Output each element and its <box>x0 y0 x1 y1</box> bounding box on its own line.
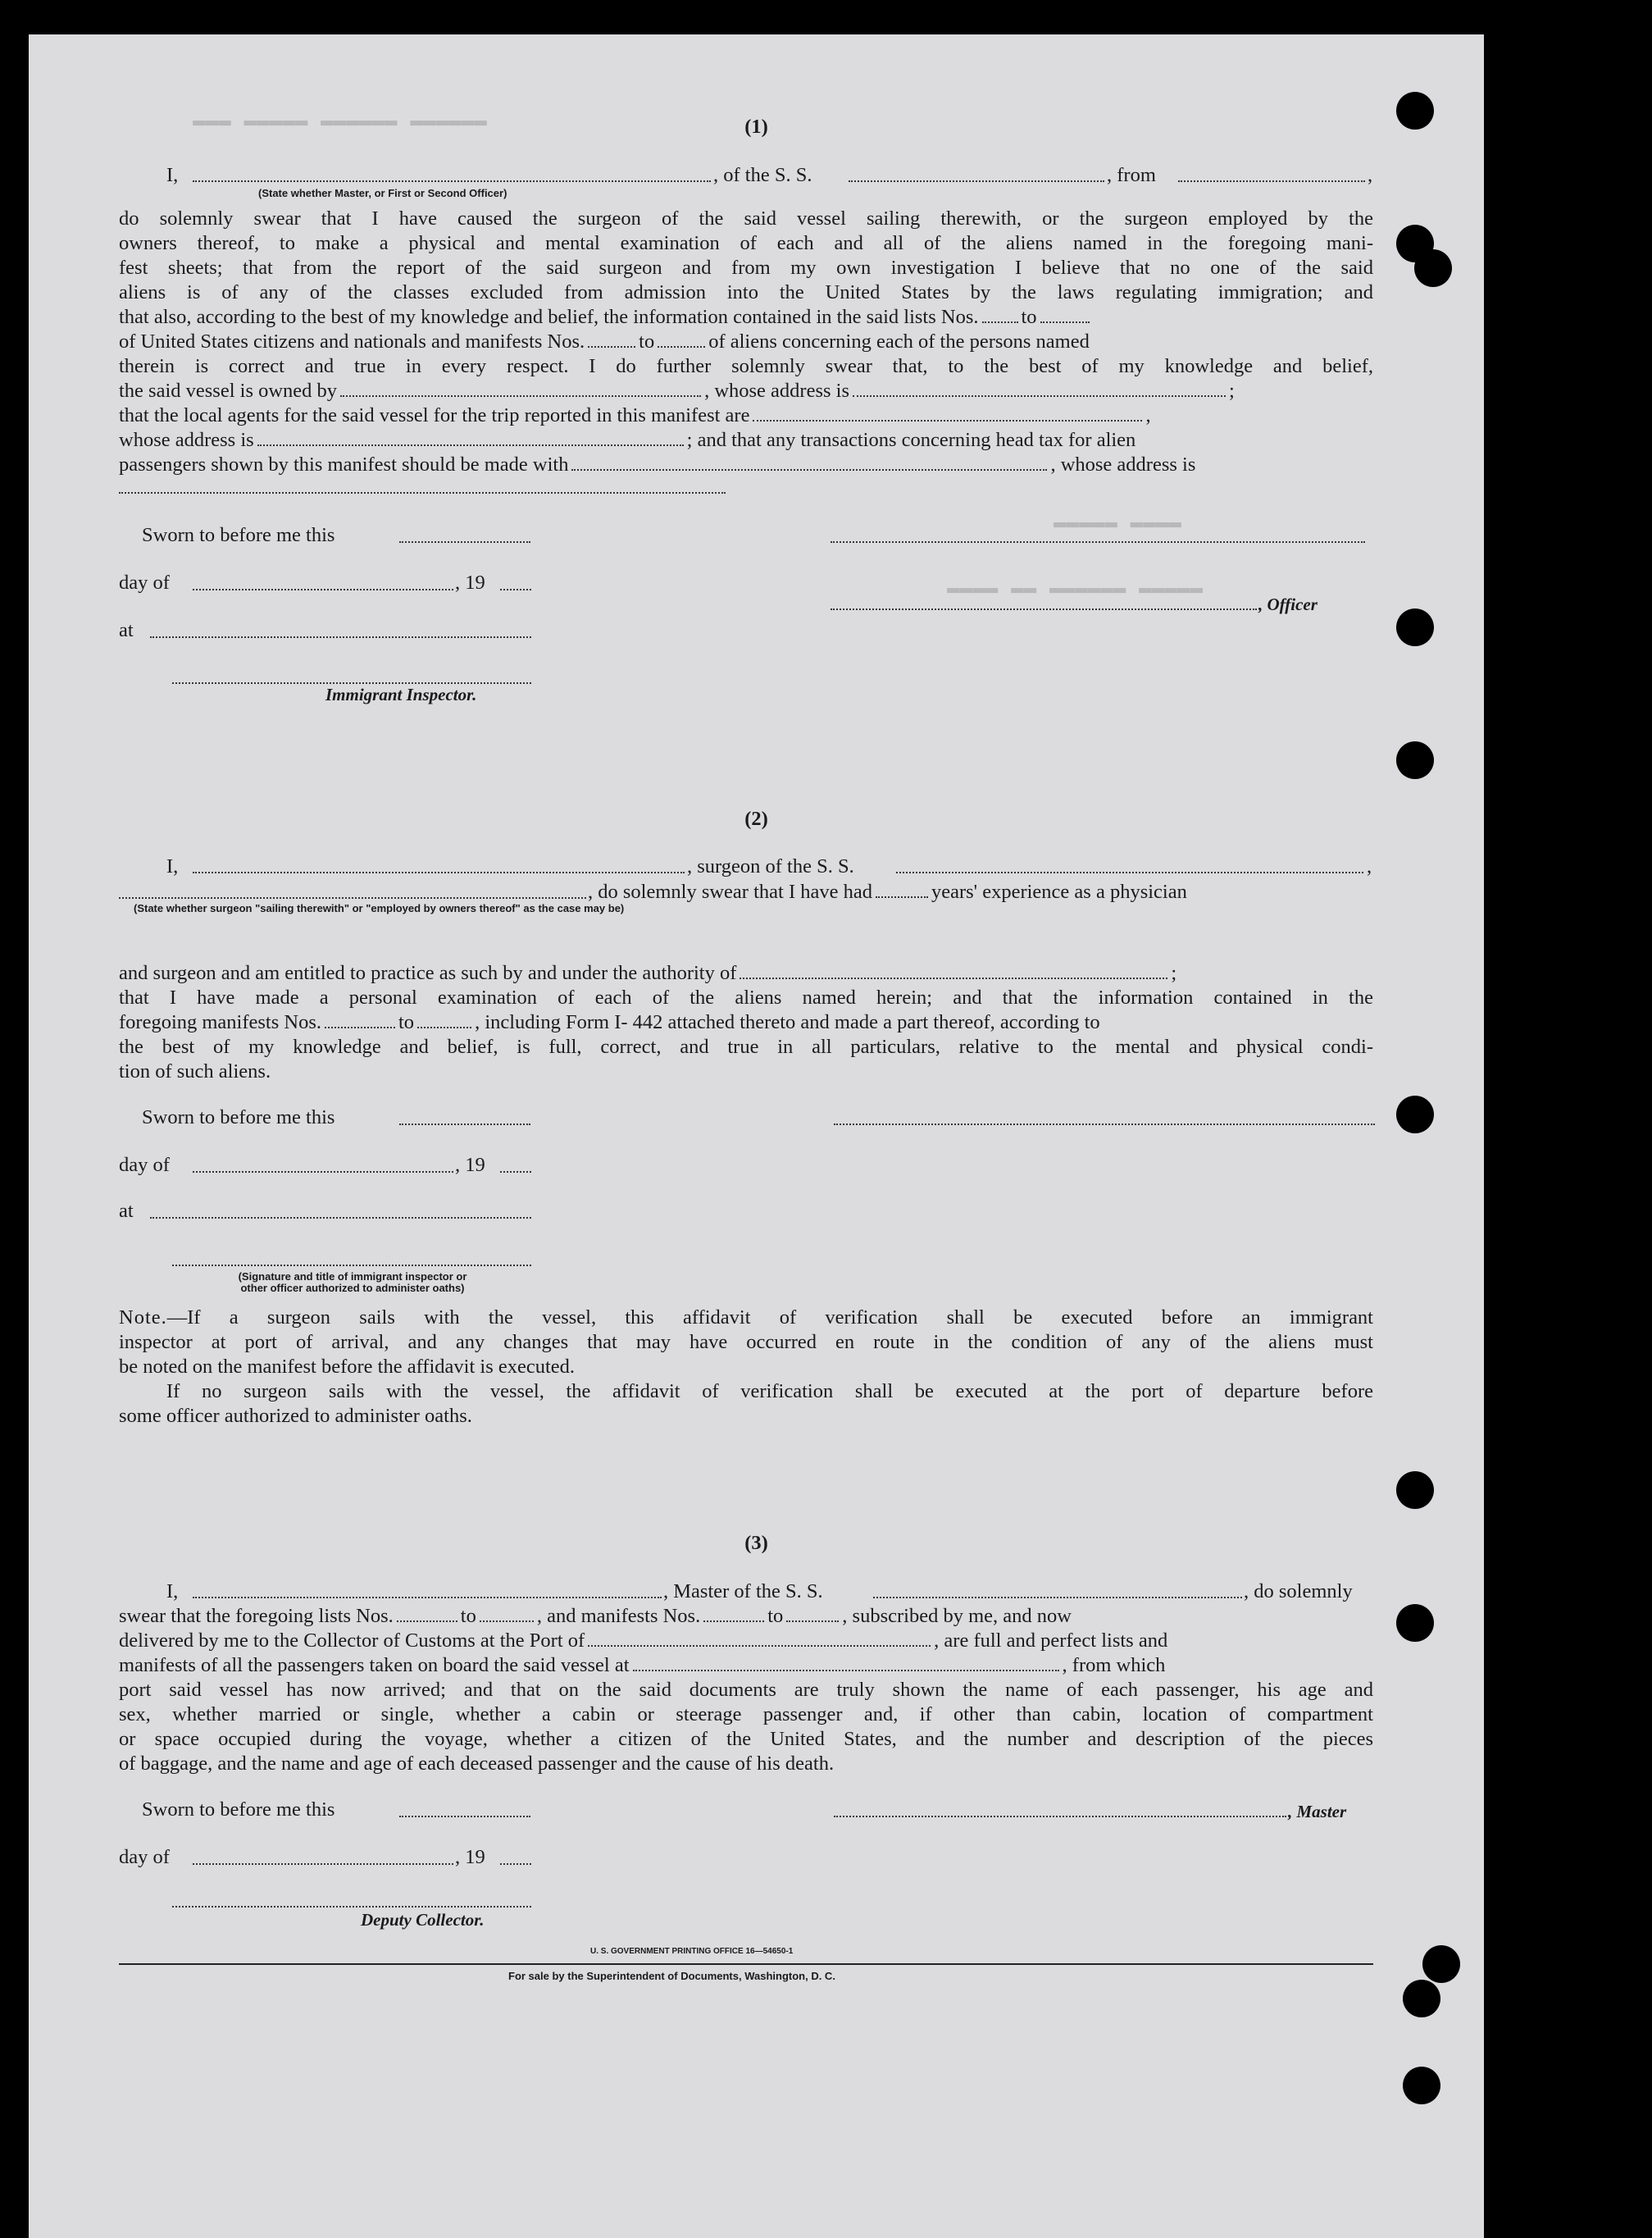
lists-to-field[interactable] <box>480 1606 534 1622</box>
year-label: , 19 <box>455 1154 485 1176</box>
day-of-field[interactable] <box>193 589 453 590</box>
note-line: some officer authorized to administer oaths. <box>119 1405 472 1427</box>
day-of-field[interactable] <box>193 1171 453 1173</box>
year-label: , 19 <box>455 572 485 594</box>
section-number: (2) <box>744 808 768 830</box>
master-of-ss: , Master of the S. S. <box>663 1580 823 1602</box>
manifests-from-field[interactable] <box>325 1012 395 1028</box>
sworn-date-field[interactable] <box>399 541 530 543</box>
manifests-from-field[interactable] <box>588 331 635 348</box>
paragraph-line: and surgeon and am entitled to practice as such by and under the authority of ; <box>119 962 1177 984</box>
lists-from-field[interactable] <box>397 1606 457 1622</box>
paragraph-line: owners thereof, to make a physical and mental examination of each and all of the aliens named in the foregoing mani- <box>119 232 1373 254</box>
oath-line-i: I, <box>166 1580 179 1602</box>
section-number: (1) <box>744 116 768 138</box>
officer-rank-note: (State whether Master, or First or Second Officer) <box>258 187 507 199</box>
printing-office-imprint: U. S. GOVERNMENT PRINTING OFFICE 16—54650-1 <box>590 1947 794 1956</box>
footer-rule <box>119 1963 1373 1965</box>
paragraph-line: fest sheets; that from the report of the said surgeon and from my own investigation I believe that no one of the said <box>119 257 1373 279</box>
inspector-label: Immigrant Inspector. <box>325 685 477 704</box>
head-tax-contact-field[interactable] <box>571 454 1047 471</box>
manifests-to-field[interactable] <box>417 1012 471 1028</box>
form-page <box>29 34 1484 2238</box>
paragraph-line: the said vessel is owned by , whose address is ; <box>119 380 1235 402</box>
day-of-label: day of <box>119 1154 170 1176</box>
sale-notice: For sale by the Superintendent of Documents, Washington, D. C. <box>508 1970 835 1982</box>
collector-port-field[interactable] <box>588 1630 931 1647</box>
paragraph-line: that also, according to the best of my knowledge and belief, the information contained in the said lists Nos. to <box>119 305 1093 330</box>
oath-line-comma: , <box>1368 164 1373 186</box>
signature-note: other officer authorized to administer oaths) <box>240 1282 465 1294</box>
master-signature-line[interactable] <box>834 1816 1286 1817</box>
bleed-through: ▬▬▬▬ ▬▬ ▬▬▬▬▬▬ ▬▬▬▬▬ <box>947 576 1204 600</box>
paragraph-line: therein is correct and true in every respect. I do further solemnly swear that, to the best of my knowledge and belief, <box>119 355 1373 377</box>
paragraph-line: delivered by me to the Collector of Customs at the Port of , are full and perfect lists and <box>119 1630 1168 1652</box>
master-vessel-field[interactable] <box>873 1597 1242 1598</box>
head-tax-address-field[interactable] <box>119 492 726 494</box>
paragraph-line: swear that the foregoing lists Nos. to , and manifests Nos. to , subscribed by me, and now <box>119 1605 1072 1627</box>
port-from-field[interactable] <box>1178 180 1365 182</box>
punch-hole <box>1396 1604 1434 1642</box>
sworn-label: Sworn to before me this <box>142 1106 335 1128</box>
day-of-field[interactable] <box>193 1863 453 1865</box>
surgeon-of-ss: , surgeon of the S. S. <box>687 855 854 877</box>
sworn-label: Sworn to before me this <box>142 1798 335 1821</box>
paragraph-line: passengers shown by this manifest should be made with , whose address is <box>119 454 1196 476</box>
note-line: Note.—If a surgeon sails with the vessel, this affidavit of verification shall be executed before an immigrant <box>119 1306 1373 1329</box>
at-label: at <box>119 619 134 641</box>
agents-address-field[interactable] <box>257 430 684 446</box>
surgeon-swear-line: , do solemnly swear that I have had years' experience as a physician <box>588 881 1187 903</box>
inspector-signature-line[interactable] <box>172 1265 531 1266</box>
paragraph-line: the best of my knowledge and belief, is full, correct, and true in all particulars, relative to the mental and physical condi- <box>119 1036 1373 1058</box>
sworn-label: Sworn to before me this <box>142 524 335 546</box>
oath-line-i: I, <box>166 855 179 877</box>
day-of-label: day of <box>119 1846 170 1868</box>
lists-from-field[interactable] <box>982 307 1018 323</box>
day-of-label: day of <box>119 572 170 594</box>
surgeon-comma: , <box>1367 855 1372 877</box>
paragraph-line: or space occupied during the voyage, whether a citizen of the United States, and the number and description of the pieces <box>119 1728 1373 1750</box>
owner-address-field[interactable] <box>853 381 1226 397</box>
sworn-date-field[interactable] <box>399 1816 530 1817</box>
year-label: , 19 <box>455 1846 485 1868</box>
punch-hole <box>1403 2067 1440 2104</box>
paragraph-line: foregoing manifests Nos. to , including Form I- 442 attached thereto and made a part thereof, according to <box>119 1011 1100 1033</box>
local-agents-field[interactable] <box>753 405 1142 422</box>
do-solemnly: , do solemnly <box>1244 1580 1353 1602</box>
paragraph-line: port said vessel has now arrived; and that on the said documents are truly shown the name of each passenger, his age and <box>119 1679 1373 1701</box>
paragraph-line: do solemnly swear that I have caused the surgeon of the said vessel sailing therewith, or the surgeon employed by the <box>119 207 1373 230</box>
surgeon-status-field[interactable] <box>119 897 586 899</box>
year-field[interactable] <box>500 589 531 590</box>
paragraph-line: that I have made a personal examination of each of the aliens named herein; and that the information contained in the <box>119 987 1373 1009</box>
officer-name-field[interactable] <box>193 180 711 182</box>
section-number: (3) <box>744 1532 768 1554</box>
at-place-field[interactable] <box>150 636 531 638</box>
paragraph-line: aliens is of any of the classes excluded from admission into the United States by the laws regulating immigration; and <box>119 281 1373 303</box>
officer-signature-field[interactable] <box>831 608 1257 610</box>
at-place-field[interactable] <box>150 1217 531 1219</box>
oath-line: I, <box>166 164 179 186</box>
punch-hole <box>1396 741 1434 779</box>
deputy-label: Deputy Collector. <box>361 1910 485 1930</box>
paragraph-line: of United States citizens and nationals and manifests Nos. to of aliens concerning each of the persons named <box>119 330 1090 353</box>
master-name-field[interactable] <box>193 1597 662 1598</box>
vessel-name-field[interactable] <box>849 180 1104 182</box>
lists-to-field[interactable] <box>1040 307 1090 323</box>
manifests-from-field[interactable] <box>703 1606 764 1622</box>
surgeon-name-field[interactable] <box>193 872 685 873</box>
signature-note: (Signature and title of immigrant inspector or <box>238 1270 467 1283</box>
officer-signature-line[interactable] <box>831 541 1365 543</box>
surgeon-vessel-field[interactable] <box>896 872 1363 873</box>
at-label: at <box>119 1200 134 1222</box>
paragraph-line: sex, whether married or single, whether a cabin or steerage passenger and, if other than cabin, location of compartment <box>119 1703 1373 1725</box>
owner-field[interactable] <box>340 381 701 397</box>
bleed-through: ▬▬▬▬▬ ▬▬▬▬ <box>1054 510 1182 535</box>
years-experience-field[interactable] <box>876 882 928 898</box>
surgeon-signature-line[interactable] <box>834 1124 1375 1125</box>
manifests-to-field[interactable] <box>786 1606 839 1622</box>
master-label: , Master <box>1288 1802 1347 1821</box>
paragraph-line: of baggage, and the name and age of each deceased passenger and the cause of his death. <box>119 1753 835 1775</box>
punch-hole <box>1414 249 1452 287</box>
punch-hole <box>1396 1096 1434 1133</box>
punch-hole <box>1422 1945 1460 1983</box>
paragraph-line: manifests of all the passengers taken on board the said vessel at , from which <box>119 1654 1166 1676</box>
punch-hole <box>1396 608 1434 646</box>
manifests-to-field[interactable] <box>658 331 705 348</box>
note-line: If no surgeon sails with the vessel, the affidavit of verification shall be executed at the port of departure before <box>166 1380 1373 1402</box>
bleed-through: ▬▬▬ ▬▬▬▬▬ ▬▬▬▬▬▬ ▬▬▬▬▬▬ <box>193 108 487 133</box>
paragraph-line: whose address is ; and that any transactions concerning head tax for alien <box>119 429 1136 451</box>
year-field[interactable] <box>500 1171 531 1173</box>
sworn-date-field[interactable] <box>399 1124 530 1125</box>
authority-field[interactable] <box>740 963 1167 979</box>
punch-hole <box>1396 1471 1434 1509</box>
officer-label: , Officer <box>1258 595 1318 614</box>
punch-hole <box>1396 92 1434 130</box>
paragraph-line: tion of such aliens. <box>119 1060 271 1083</box>
oath-line-of-ss: , of the S. S. <box>713 164 812 186</box>
boarding-port-field[interactable] <box>633 1655 1059 1671</box>
surgeon-status-note: (State whether surgeon "sailing therewith" or "employed by owners thereof" as the case may be) <box>134 902 625 914</box>
punch-hole <box>1403 1980 1440 2017</box>
paragraph-line: that the local agents for the said vessel for the trip reported in this manifest are , <box>119 404 1151 426</box>
year-field[interactable] <box>500 1863 531 1865</box>
note-line: inspector at port of arrival, and any changes that may have occurred en route in the condition of any of the aliens must <box>119 1331 1373 1353</box>
oath-line-from: , from <box>1107 164 1156 186</box>
note-line: be noted on the manifest before the affidavit is executed. <box>119 1356 576 1378</box>
